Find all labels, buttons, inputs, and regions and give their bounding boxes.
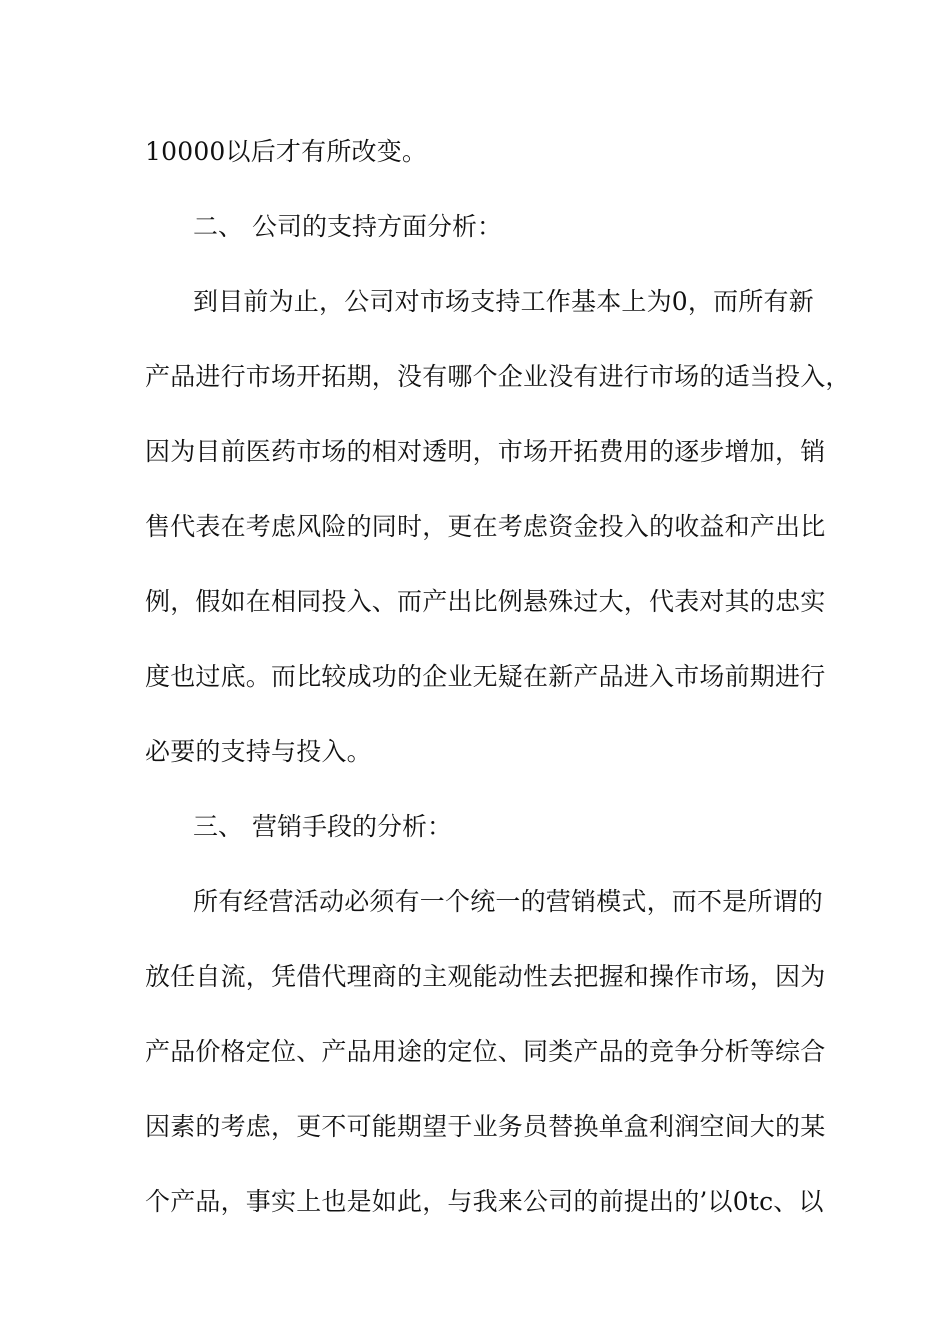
- paragraph-line: 所有经营活动必须有一个统一的营销模式，而不是所谓的: [193, 887, 824, 916]
- paragraph-line: 度也过底。而比较成功的企业无疑在新产品进入市场前期进行: [145, 662, 826, 691]
- paragraph-line: 到目前为止，公司对市场支持工作基本上为0，而所有新: [193, 287, 814, 316]
- paragraph-line: 例，假如在相同投入、而产出比例悬殊过大，代表对其的忠实: [145, 587, 826, 616]
- paragraph-line: 因素的考虑，更不可能期望于业务员替换单盒利润空间大的某: [145, 1112, 826, 1141]
- section-number: 二、: [193, 212, 244, 241]
- paragraph-line: 个产品，事实上也是如此，与我来公司的前提出的’以0tc、以: [145, 1187, 824, 1216]
- paragraph-line: 必要的支持与投入。: [145, 737, 372, 766]
- paragraph-line: 售代表在考虑风险的同时，更在考虑资金投入的收益和产出比: [145, 512, 826, 541]
- section-title: 营销手段的分析：: [252, 812, 453, 841]
- paragraph-line: 产品进行市场开拓期，没有哪个企业没有进行市场的适当投入，: [145, 362, 851, 391]
- section-number: 三、: [193, 812, 244, 841]
- paragraph-line: 10000以后才有所改变。: [145, 137, 428, 166]
- section-title: 公司的支持方面分析：: [252, 212, 503, 241]
- paragraph-line: 产品价格定位、产品用途的定位、同类产品的竞争分析等综合: [145, 1037, 826, 1066]
- paragraph-line: 因为目前医药市场的相对透明，市场开拓费用的逐步增加，销: [145, 437, 826, 466]
- paragraph-line: 放任自流，凭借代理商的主观能动性去把握和操作市场，因为: [145, 962, 826, 991]
